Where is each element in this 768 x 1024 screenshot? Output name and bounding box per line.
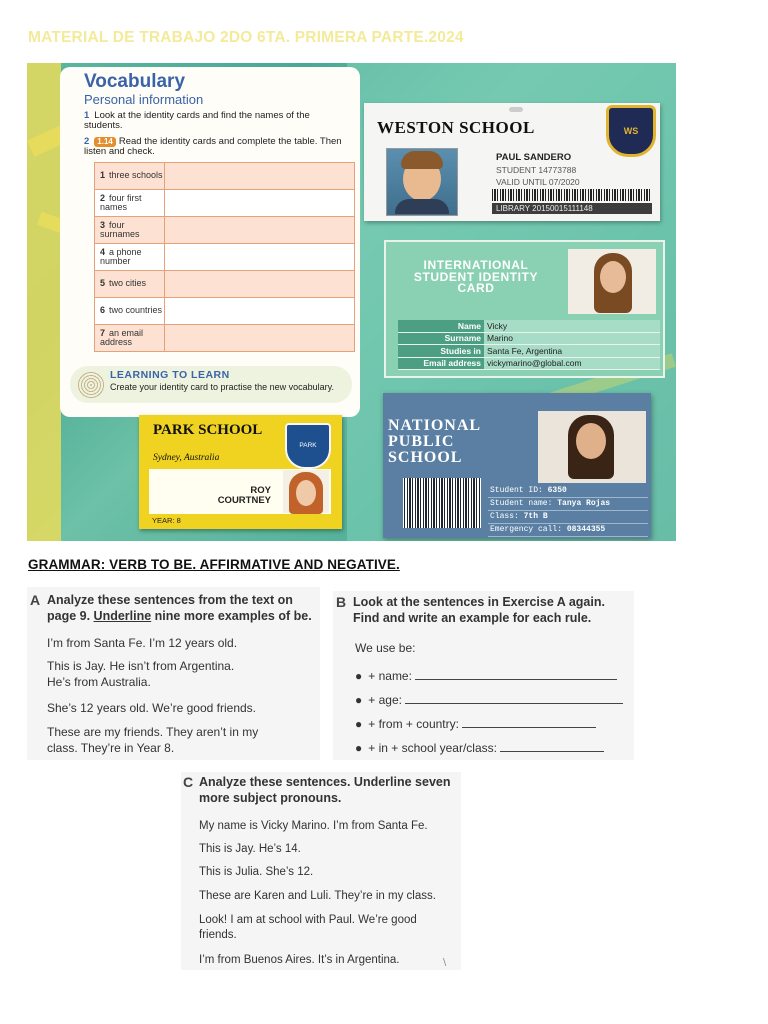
exercise-letter: B [336,594,347,610]
vocabulary-item-text: a phone number [100,246,142,266]
exercise-heading-line-2: Find and write an example for each rule. [353,611,592,625]
vocabulary-answer-cell[interactable] [164,190,354,217]
instruction-number: 2 [84,136,90,147]
rule-item [355,693,623,708]
card-school-name: WESTON SCHOOL [377,118,535,137]
vocabulary-item-number: 2 [100,192,106,203]
exercise-heading-line-1: Analyze these sentences from the text on [47,593,293,607]
card-city: Sydney, Australia [153,453,220,463]
grammar-heading: GRAMMAR: VERB TO BE. AFFIRMATIVE AND NEGATIVE. [28,557,400,572]
vocabulary-item-text: two cities [109,278,147,289]
vocabulary-table-row [95,244,355,271]
fingerprint-icon [76,371,106,399]
exercise-sentence: Look! I am at school with Paul. We’re good [199,914,417,926]
student-photo [283,470,329,513]
textbook-page-image [27,63,676,541]
isic-row [398,332,660,345]
pencil-mark-icon: ∖ [441,958,448,969]
vocabulary-item-number: 6 [100,305,106,316]
face-shape [296,480,316,506]
card-library-number: LIBRARY 20150015111148 [492,203,652,214]
vocabulary-item-label [95,298,165,325]
vocabulary-panel [60,67,360,417]
exercise-sentence: She’s 12 years old. We’re good friends. [47,701,257,715]
vocabulary-table-row [95,325,355,352]
vocabulary-table-row [95,217,355,244]
exercise-a [27,587,320,760]
vocabulary-item-label [95,271,165,298]
rule-item [355,717,596,732]
rule-text: + name: [368,669,412,683]
heading-text: page 9. [47,609,94,623]
face-shape [576,423,606,459]
audio-track-badge: 1.14 [94,137,116,147]
vocabulary-subtitle: Personal information [84,92,204,107]
national-field-value: 7th B [523,512,548,521]
vocabulary-item-number: 5 [100,278,106,289]
isic-field-value: Santa Fe, Argentina [484,345,660,358]
national-field-value: 6350 [547,486,567,495]
learning-title: LEARNING TO LEARN [110,369,230,381]
card-hole [509,107,523,112]
rule-item [355,741,604,756]
rule-item [355,669,617,684]
exercise-c [181,772,461,970]
exercise-sentence: These are Karen and Luli. They’re in my class. [199,890,436,902]
answer-blank[interactable] [500,751,604,752]
national-field-label: Emergency call: [490,525,563,534]
national-details [488,485,648,537]
vocabulary-answer-cell[interactable] [164,163,354,190]
exercise-sentence: I’m from Buenos Aires. It’s in Argentina. [199,954,400,966]
vocabulary-answer-cell[interactable] [164,271,354,298]
learning-to-learn-box [70,366,352,403]
national-field-value: 08344355 [566,525,606,534]
heading-underlined-text: Underline [93,609,152,623]
isic-card [384,240,665,378]
isic-details-table [398,320,660,370]
isic-row [398,345,660,358]
vocabulary-answer-cell[interactable] [164,244,354,271]
vocabulary-table-row [95,190,355,217]
crest-icon: PARK [285,423,331,469]
vocabulary-item-label [95,190,165,217]
national-row [488,498,648,511]
vocabulary-item-text: three schools [109,170,163,181]
vocabulary-item-label [95,325,165,352]
rule-text: + age: [368,693,402,707]
isic-row [398,357,660,370]
national-field-label: Student name: [490,499,553,508]
document-title: MATERIAL DE TRABAJO 2DO 6TA. PRIMERA PARTE.2024 [28,29,464,46]
card-school-name: NATIONAL PUBLIC SCHOOL [388,417,481,466]
vocabulary-table-row [95,271,355,298]
isic-field-label: Surname [398,332,484,345]
national-row [488,485,648,498]
card-first-name: ROY [250,485,271,496]
instruction-1 [84,111,344,131]
card-school-name: PARK SCHOOL [153,422,263,438]
isic-field-label: Name [398,320,484,332]
instruction-text: Look at the identity cards and find the names of the students. [84,110,310,131]
exercise-letter: C [183,774,194,790]
rule-text: + from + country: [368,717,459,731]
vocabulary-table-row [95,298,355,325]
exercise-sentence: I’m from Santa Fe. I’m 12 years old. [47,636,238,650]
vocabulary-item-text: two countries [109,305,163,316]
bullet-icon: ● [355,669,363,683]
answer-blank[interactable] [415,679,617,680]
bullet-icon: ● [355,717,363,731]
vocabulary-answer-cell[interactable] [164,217,354,244]
card-last-name: COURTNEY [217,495,271,506]
exercise-sentence: He’s from Australia. [47,675,151,689]
isic-field-label: Email address [398,357,484,370]
exercise-heading-line-2 [47,609,312,624]
weston-school-card [364,103,660,221]
vocabulary-item-label [95,217,165,244]
exercise-sentence: This is Julia. She’s 12. [199,866,314,878]
vocabulary-item-text: an email address [100,327,144,347]
isic-row [398,320,660,332]
vocabulary-item-text: four surnames [100,219,140,239]
heading-text: nine more examples of be. [151,609,312,623]
vocabulary-item-number: 3 [100,219,106,230]
isic-field-value: Marino [484,332,660,345]
exercise-heading-line-1: Analyze these sentences. Underline seven [199,775,451,789]
instruction-text: Read the identity cards and complete the table. Then listen and check. [84,136,342,157]
instruction-2 [84,137,344,157]
card-student-number: STUDENT 14773788 [496,165,577,175]
shirt-shape [395,199,449,214]
bullet-icon: ● [355,693,363,707]
exercise-sentence: This is Jay. He’s 14. [199,843,301,855]
hair-shape [401,151,443,169]
isic-field-value: vickymarino@global.com [484,357,660,370]
exercise-sentence: My name is Vicky Marino. I’m from Santa Fe. [199,820,428,832]
student-photo [538,411,646,483]
vocabulary-item-label [95,244,165,271]
card-valid-until: VALID UNTIL 07/2020 [496,177,580,187]
barcode [492,189,652,201]
vocabulary-item-number: 1 [100,170,106,181]
national-field-label: Class: [490,512,519,521]
national-field-value: Tanya Rojas [557,499,611,508]
learning-text: Create your identity card to practise the new vocabulary. [110,382,334,392]
exercise-sentence: friends. [199,929,237,941]
exercise-heading-line-1: Look at the sentences in Exercise A again. [353,595,605,609]
student-photo [568,249,656,314]
exercise-letter: A [30,592,41,608]
vocabulary-title: Vocabulary [84,71,186,92]
vocabulary-item-number: 4 [100,246,106,257]
vocabulary-table [94,162,355,352]
isic-field-label: Studies in [398,345,484,358]
vocabulary-answer-cell[interactable] [164,325,354,352]
national-row [488,524,648,537]
card-year: YEAR: 8 [152,516,181,525]
vocabulary-answer-cell[interactable] [164,298,354,325]
face-shape [600,261,626,293]
exercise-b [333,591,634,760]
card-heading: INTERNATIONAL STUDENT IDENTITY CARD [413,258,539,295]
exercise-sentence: This is Jay. He isn’t from Argentina. [47,659,235,673]
exercise-sentence: These are my friends. They aren’t in my [47,725,259,739]
rule-text: + in + school year/class: [368,741,497,755]
exercise-heading-line-2: more subject pronouns. [199,791,342,805]
park-school-card [139,415,342,529]
bullet-icon: ● [355,741,363,755]
vocabulary-item-number: 7 [100,327,106,338]
vocabulary-table-row [95,163,355,190]
card-student-name: PAUL SANDERO [496,152,572,163]
national-public-school-card [383,393,651,538]
card-student-name [211,486,271,506]
vocabulary-item-label [95,163,165,190]
answer-blank[interactable] [405,703,623,704]
national-field-label: Student ID: [490,486,543,495]
shield-icon: WS [606,105,656,157]
answer-blank[interactable] [462,727,596,728]
isic-field-value: Vicky [484,320,660,332]
instruction-number: 1 [84,110,90,121]
rule-intro: We use be: [355,641,416,655]
vocabulary-item-text: four first names [100,192,142,212]
national-row [488,511,648,524]
student-photo [386,148,458,216]
exercise-sentence: class. They’re in Year 8. [47,741,175,755]
barcode [403,478,481,528]
